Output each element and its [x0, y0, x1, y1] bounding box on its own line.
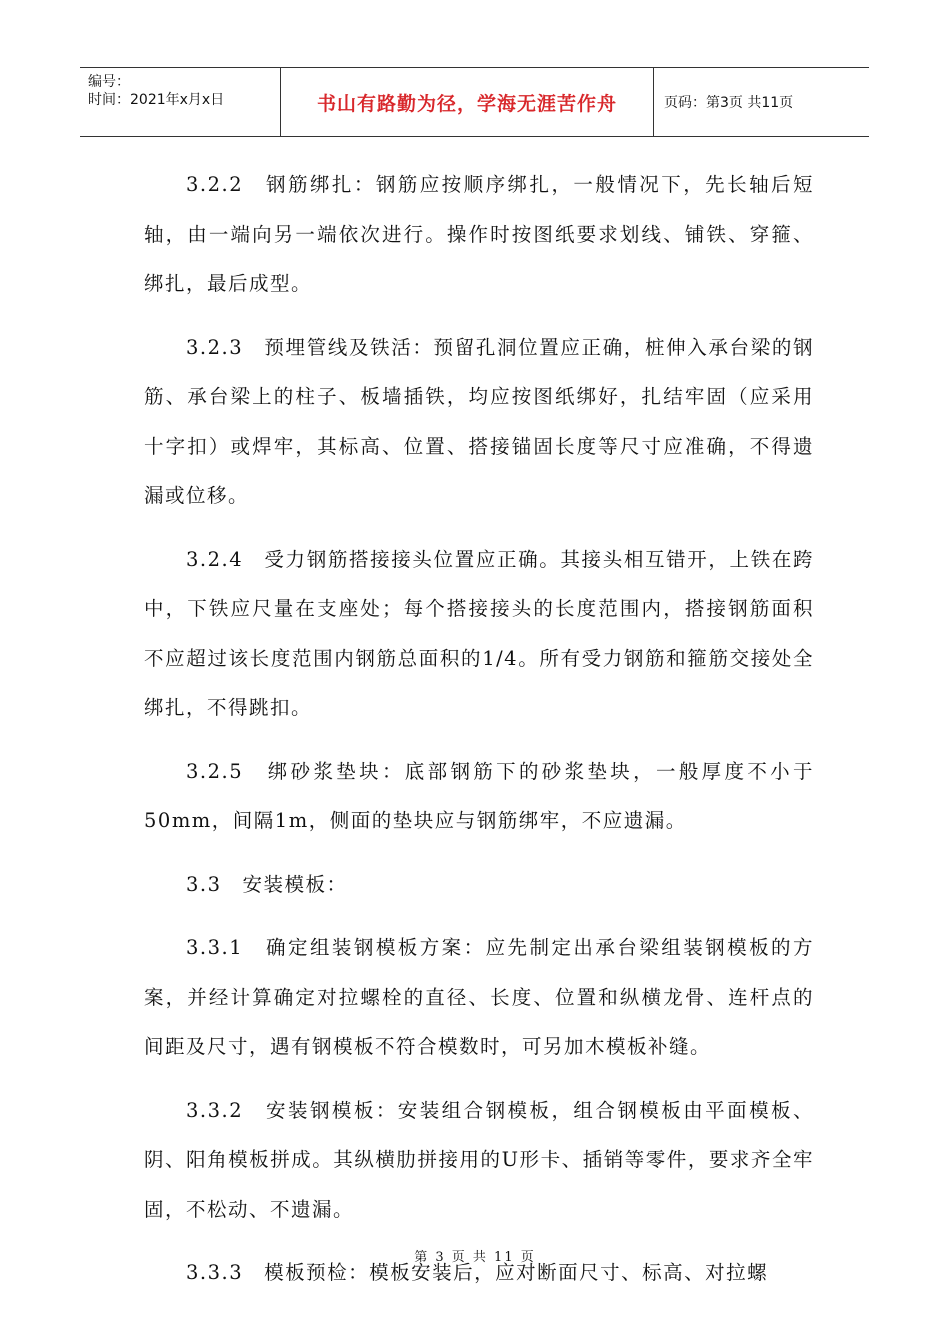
page-footer: 第 3 页 共 11 页: [414, 1250, 536, 1265]
paragraph-3-2-4: 3.2.4 受力钢筋搭接接头位置应正确。其接头相互错开，上铁在跨中，下铁应尺量在支座处；每个搭接接头的长度范围内，搭接钢筋面积不应超过该长度范围内钢筋总面积的1/4。所有受力钢筋和箍筋交接处全绑扎，不得跳扣。: [144, 547, 814, 719]
paragraph-3-2-3: 3.2.3 预埋管线及铁活：预留孔洞位置应正确，桩伸入承台梁的钢筋、承台梁上的柱子、板墙插铁，均应按图纸绑好，扎结牢固（应采用十字扣）或焊牢，其标高、位置、搭接锚固长度等尺寸应准确，不得遗漏或位移。: [144, 335, 814, 507]
paragraph-3-3-2: 3.3.2 安装钢模板：安装组合钢模板，组合钢模板由平面模板、阴、阳角模板拼成。其纵横肋拼接用的U形卡、插销等零件，要求齐全牢固，不松动、不遗漏。: [144, 1098, 814, 1221]
header-meta: [80, 68, 281, 136]
paragraph-3-3-1: 3.3.1 确定组装钢模板方案：应先制定出承台梁组装钢模板的方案，并经计算确定对拉螺栓的直径、长度、位置和纵横龙骨、连杆点的间距及尺寸，遇有钢模板不符合模数时，可另加木模板补缝。: [144, 936, 814, 1058]
paragraph-3-2-5: 3.2.5 绑砂浆垫块：底部钢筋下的砂浆垫块，一般厚度不小于50mm，间隔1m，侧面的垫块应与钢筋绑牢，不应遗漏。: [144, 759, 814, 832]
document-number-label: 编号：: [88, 74, 130, 90]
section-heading-3-3: 3.3 安装模板：: [186, 872, 348, 896]
document-date-label: 时间：2021年x月x日: [88, 92, 225, 108]
header-slogan: 书山有路勤为径，学海无涯苦作舟: [281, 68, 654, 136]
document-body: [144, 160, 814, 1312]
header-page-info: 页码：第3页 共11页: [664, 95, 794, 111]
paragraph-3-2-2: 3.2.2 钢筋绑扎：钢筋应按顺序绑扎，一般情况下，先长轴后短轴，由一端向另一端依次进行。操作时按图纸要求划线、铺铁、穿箍、绑扎，最后成型。: [144, 173, 814, 295]
page-header: [80, 67, 869, 137]
paragraph-3-3-3: 3.3.3 模板预检：模板安装后，应对断面尺寸、标高、对拉螺: [186, 1261, 769, 1284]
